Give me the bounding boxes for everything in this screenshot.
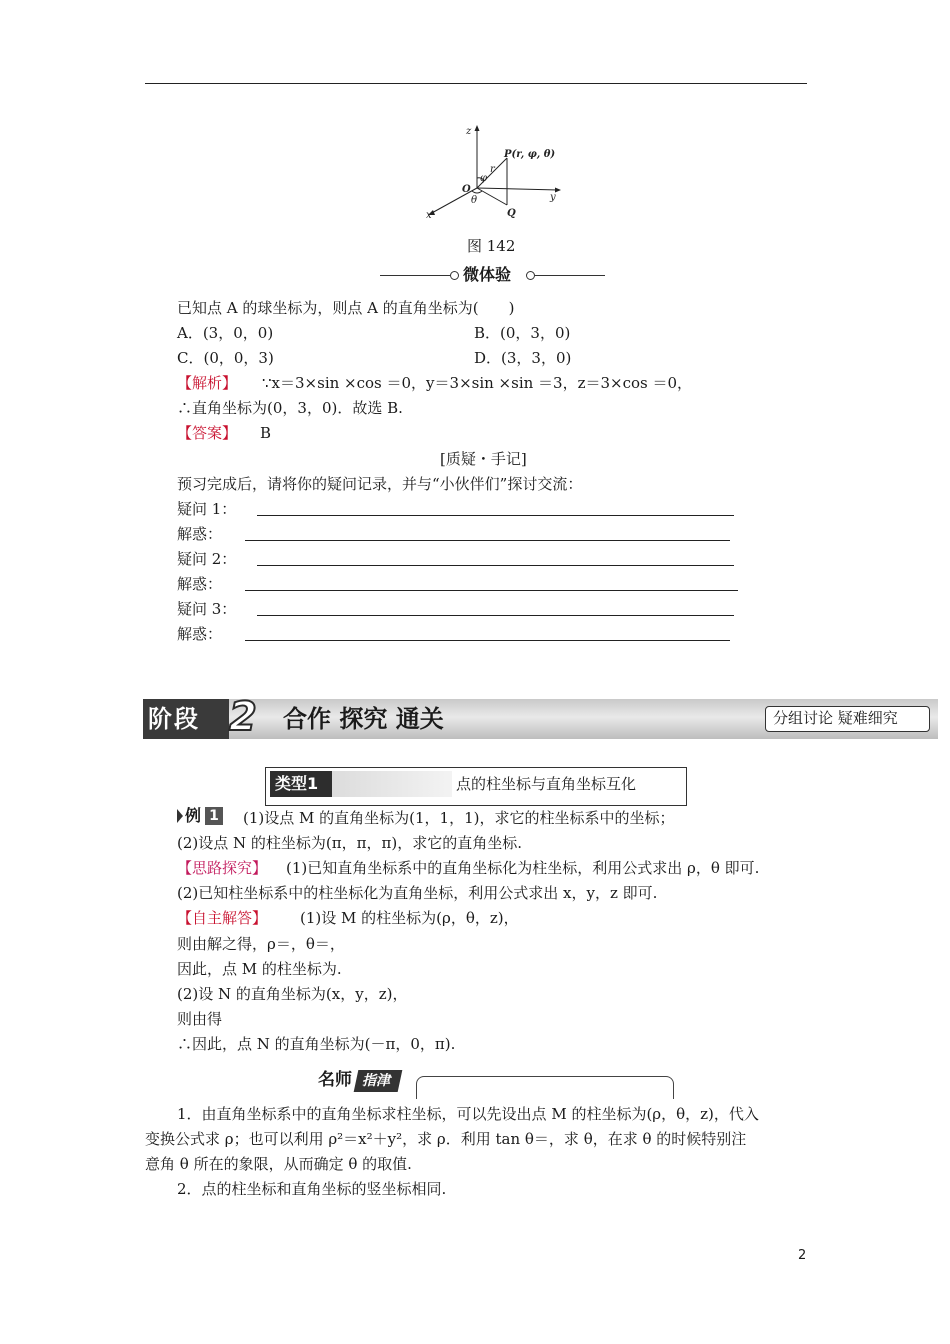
notes-line-6[interactable] <box>245 640 730 641</box>
notes-line-1[interactable] <box>257 515 734 516</box>
stage-label: 阶段 <box>148 705 200 733</box>
solution-line-6: ∴因此，点 N 的直角坐标为(－π，0，π). <box>177 1035 456 1053</box>
fig-label-z: z <box>466 126 472 137</box>
tip-1-line-1: 1．由直角坐标系中的直角坐标求柱坐标，可以先设出点 M 的柱坐标为(ρ，θ，z)，代入 <box>177 1105 759 1123</box>
micro-exp-header <box>380 264 605 288</box>
notes-row-question-2: 疑问 2： <box>177 550 237 568</box>
option-b: B．(0，3，0) <box>474 324 571 342</box>
fig-label-phi: φ <box>480 173 488 184</box>
figure-caption: 图 142 <box>467 237 516 255</box>
fig-label-r: r <box>490 164 495 175</box>
solution-line-5: 则由得 <box>177 1010 223 1028</box>
fig-label-x: x <box>426 210 432 221</box>
notes-row-answer-1: 解惑： <box>177 525 223 543</box>
tip-1-line-2: 变换公式求 ρ；也可以利用 ρ²＝x²＋y²，求 ρ．利用 tan θ＝，求 θ，在求 θ 的时候特别注 <box>145 1130 747 1148</box>
solution-tag: 【自主解答】 <box>177 909 268 927</box>
tip-1-line-3: 意角 θ 所在的象限，从而确定 θ 的取值. <box>145 1155 412 1173</box>
example-badge <box>177 805 231 827</box>
analysis-line-1: ∵x＝3×sin ×cos ＝0，y＝3×sin ×sin ＝3，z＝3×cos ＝0， <box>262 374 693 392</box>
stage-banner <box>143 694 938 740</box>
notes-row-answer-2: 解惑： <box>177 575 223 593</box>
solution-line-2: 则由解之得，ρ＝，θ＝， <box>177 935 345 953</box>
fig-label-Q: Q <box>507 208 516 219</box>
solution-line-3: 因此，点 M 的柱坐标为. <box>177 960 342 978</box>
stage-number: 2 <box>229 694 257 740</box>
type1-label: 类型1 <box>275 774 319 793</box>
y-axis <box>477 188 558 190</box>
notes-row-question-3: 疑问 3： <box>177 600 237 618</box>
option-c: C．(0，0，3) <box>177 349 274 367</box>
type1-box <box>265 767 687 806</box>
answer-tag: 【答案】 <box>177 424 238 442</box>
example-number: 1 <box>205 807 223 825</box>
idea-line-1: (1)已知直角坐标系中的直角坐标化为柱坐标，利用公式求出 ρ，θ 即可. <box>286 859 760 877</box>
answer-value: B <box>260 424 272 442</box>
micro-exp-title: 微体验 <box>463 265 512 284</box>
analysis-line-2: ∴直角坐标为(0，3，0)．故选 B. <box>177 399 403 417</box>
notes-line-3[interactable] <box>257 565 734 566</box>
page-number: 2 <box>798 1248 807 1263</box>
solution-line-1: (1)设 M 的柱坐标为(ρ，θ，z)， <box>300 909 519 927</box>
fig-label-O: O <box>462 184 471 195</box>
example-q1: (1)设点 M 的直角坐标为(1，1，1)，求它的柱坐标系中的坐标； <box>243 809 675 827</box>
tip-2: 2．点的柱坐标和直角坐标的竖坐标相同. <box>177 1180 447 1198</box>
stage-tag: 分组讨论 疑难细究 <box>773 709 898 727</box>
idea-tag: 【思路探究】 <box>177 859 268 877</box>
stage-title: 合作 探究 通关 <box>283 705 444 733</box>
option-d: D．(3，3，0) <box>474 349 572 367</box>
teacher-tips-label-2: 指津 <box>362 1073 390 1089</box>
notes-line-2[interactable] <box>245 540 730 541</box>
notes-intro: 预习完成后，请将你的疑问记录，并与“小伙伴们”探讨交流： <box>177 475 583 493</box>
type1-title: 点的柱坐标与直角坐标互化 <box>456 775 637 793</box>
spherical-coordinate-figure <box>420 122 570 222</box>
fig-label-P: P(r, φ, θ) <box>504 149 556 160</box>
teacher-tips-label-1: 名师 <box>318 1070 352 1090</box>
option-a: A．(3，0，0) <box>177 324 274 342</box>
teacher-tips-header <box>318 1066 678 1098</box>
notes-row-answer-3: 解惑： <box>177 625 223 643</box>
notes-line-4[interactable] <box>245 590 738 591</box>
theta-arc <box>472 191 482 193</box>
micro-exp-question: 已知点 A 的球坐标为，则点 A 的直角坐标为( ) <box>177 299 515 317</box>
header-rule <box>145 83 807 84</box>
notes-title: [质疑・手记] <box>440 450 527 468</box>
idea-line-2: (2)已知柱坐标系中的柱坐标化为直角坐标，利用公式求出 x，y，z 即可. <box>177 884 658 902</box>
fig-label-y: y <box>550 192 556 203</box>
segment-OQ <box>477 188 507 205</box>
solution-line-4: (2)设 N 的直角坐标为(x，y，z)， <box>177 985 408 1003</box>
notes-line-5[interactable] <box>257 615 734 616</box>
fig-label-theta: θ <box>471 195 478 206</box>
example-q2: (2)设点 N 的柱坐标为(π，π，π)，求它的直角坐标. <box>177 834 522 852</box>
analysis-tag: 【解析】 <box>177 374 238 392</box>
example-label: 例 <box>185 806 202 825</box>
notes-row-question-1: 疑问 1： <box>177 500 237 518</box>
